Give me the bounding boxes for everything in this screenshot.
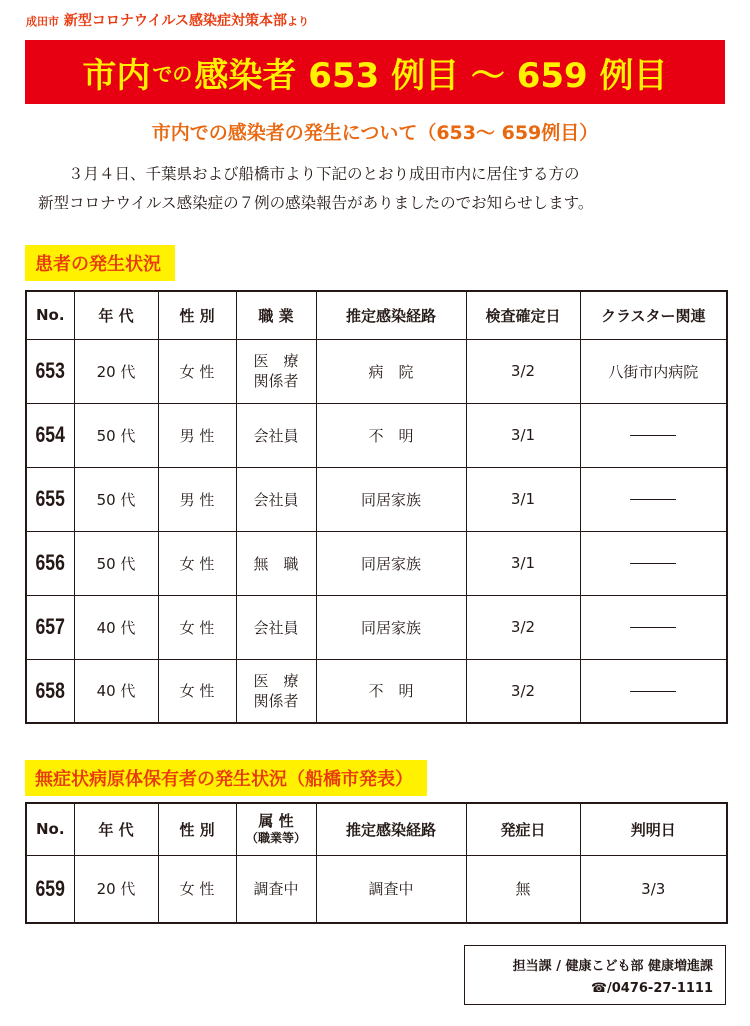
cluster-none bbox=[580, 403, 727, 467]
confirmed-date: 3/2 bbox=[466, 339, 580, 403]
found-date: 3/3 bbox=[580, 855, 727, 923]
attribute: 調査中 bbox=[236, 855, 316, 923]
sex: 男 性 bbox=[158, 467, 236, 531]
sex: 女 性 bbox=[158, 595, 236, 659]
sex: 女 性 bbox=[158, 531, 236, 595]
age: 50 代 bbox=[74, 467, 158, 531]
section1-label: 患者の発生状況 bbox=[25, 245, 175, 281]
col-header: 性 別 bbox=[158, 291, 236, 339]
occupation-line1: 医 療 bbox=[253, 352, 299, 370]
case-number: 655 bbox=[31, 467, 69, 531]
table-row bbox=[26, 467, 727, 531]
dash-line bbox=[630, 563, 676, 564]
col-header: No. bbox=[26, 803, 74, 855]
header-city: 成田市 bbox=[26, 15, 59, 28]
cluster-none bbox=[580, 467, 727, 531]
occupation: 会社員 bbox=[236, 403, 316, 467]
confirmed-date: 3/1 bbox=[466, 467, 580, 531]
dash-line bbox=[630, 627, 676, 628]
contact-box bbox=[464, 945, 726, 1005]
patients-table bbox=[25, 290, 728, 724]
confirmed-date: 3/1 bbox=[466, 403, 580, 467]
contact-phone: ☎/0476-27-1111 bbox=[590, 981, 713, 996]
onset-date: 無 bbox=[466, 855, 580, 923]
col-header-attr-main: 属 性 bbox=[258, 811, 294, 830]
col-header: 性 別 bbox=[158, 803, 236, 855]
infection-route: 病 院 bbox=[316, 339, 466, 403]
col-header: 発症日 bbox=[466, 803, 580, 855]
col-header: クラスター関連 bbox=[580, 291, 727, 339]
section2-label: 無症状病原体保有者の発生状況（船橋市発表） bbox=[25, 760, 427, 796]
banner-part2: での bbox=[152, 61, 193, 86]
col-header: 推定感染経路 bbox=[316, 291, 466, 339]
banner-part3: 感染者 653 例目 ～ 659 例目 bbox=[194, 55, 668, 96]
table-row bbox=[26, 855, 727, 923]
case-number: 656 bbox=[31, 531, 69, 595]
col-header: 年 代 bbox=[74, 291, 158, 339]
cluster-none bbox=[580, 595, 727, 659]
cluster-none bbox=[580, 531, 727, 595]
table-row bbox=[26, 595, 727, 659]
dash-line bbox=[630, 691, 676, 692]
infection-route: 同居家族 bbox=[316, 467, 466, 531]
intro-line-1: ３月４日、千葉県および船橋市より下記のとおり成田市内に居住する方の bbox=[68, 165, 580, 183]
occupation-line2: 関係者 bbox=[253, 372, 299, 390]
contact-department: 担当課 / 健康こども部 健康増進課 bbox=[512, 959, 713, 974]
header-suffix: より bbox=[287, 15, 310, 28]
case-number: 659 bbox=[31, 855, 69, 923]
age: 20 代 bbox=[74, 855, 158, 923]
col-header: 検査確定日 bbox=[466, 291, 580, 339]
sex: 男 性 bbox=[158, 403, 236, 467]
case-number: 654 bbox=[31, 403, 69, 467]
occupation: 会社員 bbox=[236, 467, 316, 531]
dash-line bbox=[630, 435, 676, 436]
col-header: No. bbox=[26, 291, 74, 339]
sex: 女 性 bbox=[158, 339, 236, 403]
occupation bbox=[236, 339, 316, 403]
occupation: 無 職 bbox=[236, 531, 316, 595]
confirmed-date: 3/2 bbox=[466, 595, 580, 659]
col-header-attr-sub: （職業等） bbox=[245, 830, 306, 845]
infection-route: 不 明 bbox=[316, 659, 466, 723]
sex: 女 性 bbox=[158, 855, 236, 923]
banner-part1: 市内 bbox=[82, 55, 151, 96]
infection-route: 同居家族 bbox=[316, 531, 466, 595]
asymptomatic-table bbox=[25, 802, 728, 924]
confirmed-date: 3/2 bbox=[466, 659, 580, 723]
subtitle: 市内での感染者の発生について（653～ 659例目） bbox=[151, 122, 599, 144]
infection-route: 不 明 bbox=[316, 403, 466, 467]
infection-route: 同居家族 bbox=[316, 595, 466, 659]
intro-line-2: 新型コロナウイルス感染症の７例の感染報告がありましたのでお知らせします。 bbox=[38, 194, 594, 212]
cluster: 八街市内病院 bbox=[580, 339, 727, 403]
table-row bbox=[26, 531, 727, 595]
occupation bbox=[236, 659, 316, 723]
occupation-line1: 医 療 bbox=[253, 671, 299, 690]
cluster-none bbox=[580, 659, 727, 723]
infection-route: 調査中 bbox=[316, 855, 466, 923]
col-header: 判明日 bbox=[580, 803, 727, 855]
col-header-attribute bbox=[236, 803, 316, 855]
col-header: 職 業 bbox=[236, 291, 316, 339]
table-row bbox=[26, 339, 727, 403]
case-number: 653 bbox=[31, 339, 69, 403]
case-number: 658 bbox=[31, 659, 69, 723]
table-row bbox=[26, 659, 727, 723]
occupation: 会社員 bbox=[236, 595, 316, 659]
col-header: 年 代 bbox=[74, 803, 158, 855]
sex: 女 性 bbox=[158, 659, 236, 723]
title-banner bbox=[25, 40, 725, 104]
age: 50 代 bbox=[74, 531, 158, 595]
age: 40 代 bbox=[74, 595, 158, 659]
age: 50 代 bbox=[74, 403, 158, 467]
age: 40 代 bbox=[74, 659, 158, 723]
dash-line bbox=[630, 499, 676, 500]
header-hq: 新型コロナウイルス感染症対策本部 bbox=[63, 13, 288, 29]
header-line bbox=[26, 10, 309, 30]
case-number: 657 bbox=[31, 595, 69, 659]
age: 20 代 bbox=[74, 339, 158, 403]
intro-text bbox=[38, 160, 728, 218]
table-row bbox=[26, 403, 727, 467]
confirmed-date: 3/1 bbox=[466, 531, 580, 595]
col-header: 推定感染経路 bbox=[316, 803, 466, 855]
table-header-row bbox=[26, 291, 727, 339]
occupation-line2: 関係者 bbox=[253, 691, 299, 710]
table-header-row bbox=[26, 803, 727, 855]
